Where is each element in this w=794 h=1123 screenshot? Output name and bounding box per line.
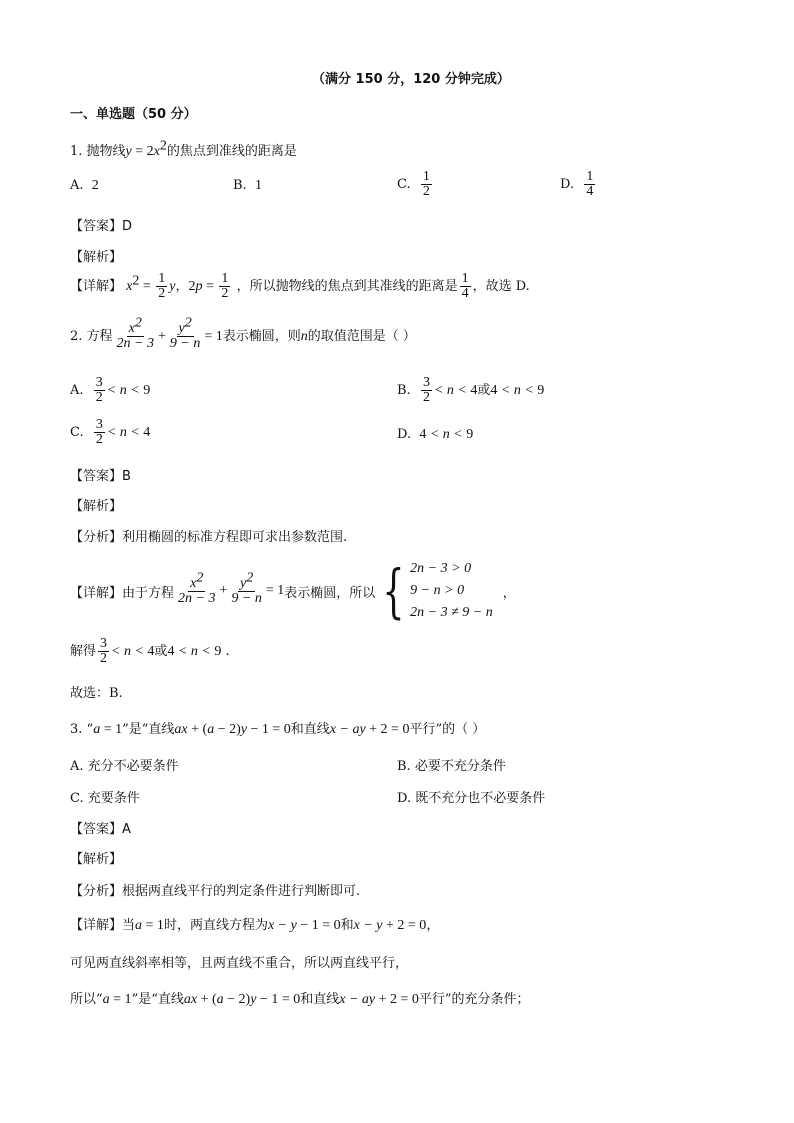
q1-analysis-tag: 【解析】 bbox=[70, 250, 123, 265]
q1-detail: 【详解】 $x^2$ = $\frac{1}{2}$ y，2p = $\frac{1}{2}$ ，所以抛物线的焦点到其准线的距离是 $\frac{1}{4}$ ，故选 D. bbox=[70, 271, 530, 301]
q1-option-c: C. $\frac{1}{2}$ bbox=[397, 169, 430, 199]
q1-option-d: D. $\frac{1}{4}$ bbox=[560, 169, 594, 199]
q3-fenxi: 【分析】根据两直线平行的判定条件进行判断即可. bbox=[70, 884, 361, 899]
q3-option-d: D. 既不充分也不必要条件 bbox=[397, 791, 546, 806]
q2-option-d: D. 4 < n < 9 bbox=[397, 427, 474, 442]
q1-option-a: A. 2 bbox=[70, 178, 99, 193]
q1-answer: 【答案】D bbox=[70, 219, 133, 234]
q2-answer: 【答案】B bbox=[70, 469, 131, 484]
q2-system: { 2n − 3 > 0 9 − n > 0 2n − 3 ≠ 9 − n bbox=[382, 557, 493, 625]
q3-option-a: A. 充分不必要条件 bbox=[70, 759, 179, 774]
q3-line2: 可见两直线斜率相等，且两直线不重合，所以两直线平行， bbox=[70, 956, 409, 971]
q2-gu: 故选：B. bbox=[70, 686, 123, 701]
section-title: 一、单选题（50 分） bbox=[70, 107, 197, 122]
q3-option-c: C. 充要条件 bbox=[70, 791, 140, 806]
q2-option-c: C. $\frac{3}{2}$ < n < 4 bbox=[70, 417, 151, 447]
header-note: （满分 150 分，120 分钟完成） bbox=[312, 72, 510, 87]
q2-stem: 2. 方程 $\frac{x^2}{2n - 3}$ + $\frac{y^2}{9 - n}$ = 1表示椭圆，则n的取值范围是（ ） bbox=[70, 315, 416, 351]
q3-stem: 3. “a = 1”是“直线ax + (a − 2)y − 1 = 0和直线x − ay + 2 = 0平行”的（ ） bbox=[70, 722, 486, 737]
q3-option-b: B. 必要不充分条件 bbox=[397, 759, 506, 774]
q1-option-b: B. 1 bbox=[233, 178, 262, 193]
q2-fenxi: 【分析】利用椭圆的标准方程即可求出参数范围. bbox=[70, 530, 348, 545]
q2-detail: 【详解】 由于方程 $\frac{x^2}{2n - 3}$ + $\frac{y^2}{9 - n}$ = 1 表示椭圆，所以 { 2n − 3 > 0 9 − n > 0 2n − 3 ≠ 9 − n ， bbox=[70, 557, 516, 625]
q2-analysis-tag: 【解析】 bbox=[70, 499, 123, 514]
q1-stem-prefix: 1. 抛物线 bbox=[70, 144, 126, 159]
q3-analysis-tag: 【解析】 bbox=[70, 852, 123, 867]
q3-line3: 所以“a = 1”是“直线ax + (a − 2)y − 1 = 0和直线x − ay + 2 = 0平行”的充分条件； bbox=[70, 992, 530, 1007]
q2-solve: 解得 $\frac{3}{2}$ < n < 4或4 < n < 9 . bbox=[70, 636, 230, 666]
q1-stem-suffix: 的焦点到准线的距离是 bbox=[166, 144, 297, 159]
q1-stem: 1. 抛物线$y = 2x^2$的焦点到准线的距离是 bbox=[70, 138, 297, 159]
q1-equation: y bbox=[125, 144, 132, 159]
q3-answer: 【答案】A bbox=[70, 822, 131, 837]
q2-option-a: A. $\frac{3}{2}$ < n < 9 bbox=[70, 375, 151, 405]
q3-detail: 【详解】当a = 1时，两直线方程为x − y − 1 = 0和x − y + 2 = 0， bbox=[70, 918, 440, 933]
q2-option-b: B. $\frac{3}{2}$ < n < 4或4 < n < 9 bbox=[397, 375, 545, 405]
